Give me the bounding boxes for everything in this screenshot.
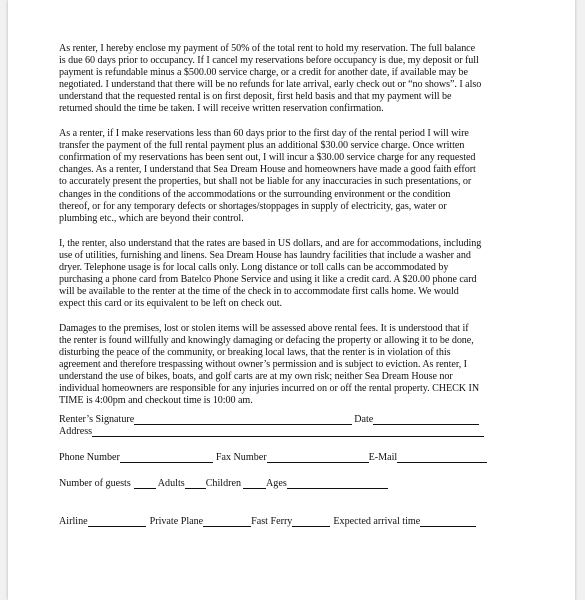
phone-label: Phone Number [59,452,120,464]
fax-field[interactable] [267,452,369,463]
guests-row [59,478,559,490]
phone-field[interactable] [120,452,213,463]
signature-field[interactable] [134,414,352,425]
address-label: Address [59,426,93,438]
paragraph-rates-utilities: I, the renter, also understand that the rates are based in US dollars, and are for accommodations, including use of utilities, furnishing and linens. Sea Dream House has laundry facilities that include a washer and dryer. Telephone usage is for local calls only. Long distance or toll calls can be accommodated by purchasing a phone card from Batelco Phone Service and using it like a credit card. A $20.00 phone card will be available to the renter at the time of the check in to accommodate first calls home. We would expect this card or its equivalent to be left on check out. [59,237,482,309]
adults-label: Adults [157,478,185,490]
fast-ferry-field[interactable] [292,516,330,527]
address-row [59,426,559,438]
paragraph-damages-liability: Damages to the premises, lost or stolen items will be assessed above rental fees. It is understood that if the renter is found willfully and knowingly damaging or defacing the property or allowing it to be done, disturbing the peace of the community, or breaking local laws, that the renter is in violation of this agreement and therefore trespassing without owner’s permission and is subject to eviction. As renter, I understand the use of bikes, boats, and golf carts are at my own risk; neither Sea Dream House nor individual homeowners are responsible for any injuries incurred on or off the rental property. CHECK IN TIME is 4:00pm and checkout time is 10:00 am. [59,322,480,407]
ages-label: Ages [266,478,287,490]
private-plane-label: Private Plane [149,516,204,528]
email-label: E-Mail [368,452,398,464]
ages-field[interactable] [287,478,388,489]
date-field[interactable] [373,414,479,425]
signature-row [59,414,559,426]
fax-label: Fax Number [215,452,267,464]
date-label: Date [354,414,374,426]
contact-row [59,452,559,464]
airline-label: Airline [59,516,88,528]
renter-form [59,414,559,528]
arrival-field[interactable] [420,516,476,527]
airline-field[interactable] [88,516,146,527]
paragraph-deposit-policy: As renter, I hereby enclose my payment of 50% of the total rent to hold my reservation. The full balance is due 60 days prior to occupancy. If I cancel my reservations before occupancy is due, my deposit or full payment is refundable minus a $500.00 service charge, or a credit for another date, if available may be negotiated. I understand that there will be no refunds for late arrival, early check out or “no shows”. I also understand that the requested rental is on first deposit, first held basis and that my payment will be returned should the time be taken. I will receive written reservation confirmation. [59,43,482,115]
fast-ferry-label: Fast Ferry [251,516,293,528]
signature-label: Renter’s Signature [59,414,135,426]
paragraph-late-reservation-policy: As a renter, if I make reservations less than 60 days prior to the first day of the rental period I will wire transfer the payment of the full rental payment plus an additional $30.00 service charge. Once written confirmation of my reservations has been sent out, I will incur a $30.00 service charge for any requested changes. As a renter, I understand that Sea Dream House and homeowners have made a good faith effort to accurately present the properties, but shall not be liable for any inaccuracies in such presentations, or changes in the conditions of the accommodations or the surrounding environment or the condition thereof, or for any temporary defects or shortages/stoppages in supply of electricity, gas, water or plumbing etc., which are beyond their control. [59,128,476,224]
children-label: Children [205,478,242,490]
address-field[interactable] [92,426,484,437]
arrival-label: Expected arrival time [333,516,421,528]
guests-label: Number of guests [59,478,131,490]
private-plane-field[interactable] [203,516,251,527]
email-field[interactable] [397,452,487,463]
guests-field[interactable] [134,478,156,489]
travel-row [59,516,559,528]
adults-field[interactable] [185,478,206,489]
document-page [8,0,575,600]
children-field[interactable] [243,478,266,489]
